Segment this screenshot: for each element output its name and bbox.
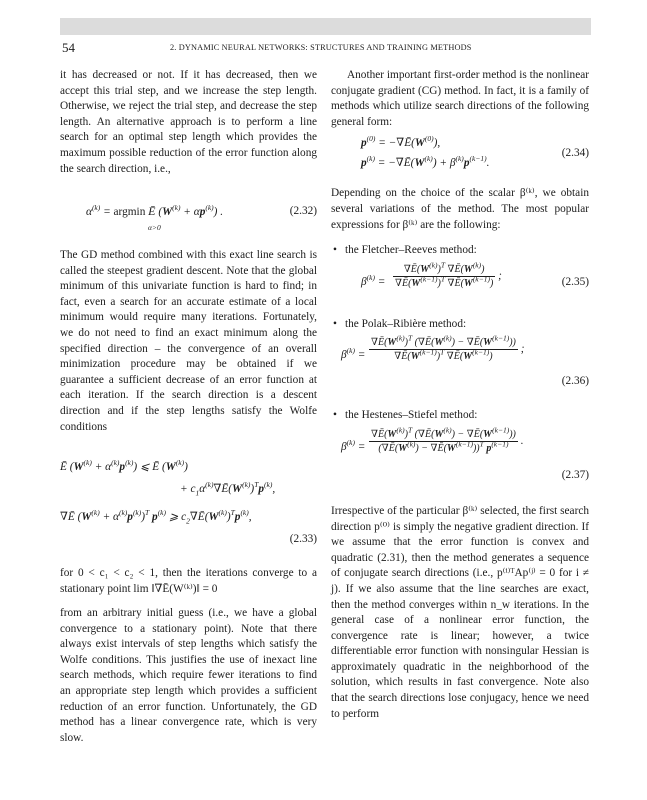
- equation-tag: (2.35): [561, 275, 589, 288]
- running-head: 2. DYNAMIC NEURAL NETWORKS: STRUCTURES AND TRAINING METHODS: [170, 43, 472, 52]
- equation-tag: (2.32): [289, 205, 317, 217]
- bullet-hestenes-stiefel: [331, 408, 589, 424]
- bullet-label: the Polak–Ribière method:: [345, 317, 467, 330]
- bullet-polak-ribiere: [331, 317, 589, 333]
- equation-2-37: $\beta^{(k)}$ = $\frac{\nabla Ē(W^{(k)})^T (\nabla Ē(W^{(k)}) - \nabla Ē(W^{(k-1)}))}{(\nabla Ē(W^{(k)}) - \nabla Ē(W^{(k-1)}))^T p^{(k-1)}}$ . (2.37): [331, 428, 589, 490]
- equation-2-32: $\alpha^{(k)} = argmin$ Ē $(W^{(k)} + \alpha p^{(k)})$ . α>0 (2.32): [86, 203, 317, 232]
- bullet-icon: •: [333, 409, 337, 422]
- equation-tag: (2.37): [561, 468, 589, 481]
- right-paragraph-3: Irrespective of the particular β⁽ᵏ⁾ selected, the first search direction p⁽⁰⁾ is simply the negative gradient direction. If we assume that the error function is convex and quadratic (2.31), then the method generates a sequence of conjugate search directions (i.e., p⁽ⁱ⁾ᵀAp⁽ʲ⁾ = 0 for i ≠ j). If we also assume that the line searches are exact, then the method converges within n_w iterations. In the general case of a nonlinear error function, the convergence rate is linear; however, a twice differentiable error function with nonsingular Hessian is approximately quadratic in the neighborhood of the solution, which results in fast convergence. Note also that the search directions lose conjugacy, hence we need to perform: [331, 504, 589, 720]
- equation-2-33: Ē $(W^{(k)} + \alpha^{(k)}p^{(k)})$ ⩽ Ē $(W^{(k)})$ + $c_1\alpha^{(k)}\nabla Ē(W^{(k)})^Tp^{(k)}$, ∇Ē $(W^{(k)} + \alpha^{(k)}p^{(k)})^T$ $p^{(k)}$ ⩾ $c_2\nabla Ē(W^{(k)})^Tp^{(k)}$, (2.33): [60, 460, 317, 554]
- right-paragraph-2: Depending on the choice of the scalar β⁽ᵏ⁾, we obtain several variations of the method. The most popular expressions for β⁽ᵏ⁾ are the following:: [331, 187, 589, 231]
- header-bar: [60, 18, 591, 35]
- left-paragraph-1: it has decreased or not. If it has decreased, then we accept this trial step, and we increase the step length. Otherwise, we reject the trial step, and decrease the step length. An alternative approach is to perform a line search for an optimal step length which provides the maximum possible reduction of the error function along the search direction, i.e.,: [60, 69, 317, 175]
- bullet-label: the Fletcher–Reeves method:: [345, 244, 477, 257]
- left-paragraph-3b: from an arbitrary initial guess (i.e., we have a global convergence to a stationary point). Note that there always exist intervals of step lengths which satisfy the Wolfe conditions. This justifies the use of inexact line search methods, which require fewer iterations to find an appropriate step length which provides a sufficient reduction of an error function. Unfortunately, the GD method has a linear convergence rate, which is very slow.: [60, 607, 317, 744]
- equation-tag: (2.33): [289, 533, 317, 545]
- bullet-icon: •: [333, 244, 337, 257]
- left-paragraph-3a: for 0 < c₁ < c₂ < 1, then the iterations converge to a stationary point lim ‖∇Ē(W⁽ᵏ⁾)‖ = 0: [60, 567, 317, 595]
- left-paragraph-2: The GD method combined with this exact line search is called the steepest gradient descent. Note that the global minimum of this univariate function is hard to find; in fact, even a search for an accurate estimate of a local minimum would require many iterations. Fortunately, we do not need to find an exact minimum along the specified direction – the convergence of an overall minimization procedure may be obtained if we guarantee a sufficient decrease of an error function at each iteration. If the search direction is a descent direction and if the step lengths satisfy the Wolfe conditions: [60, 249, 317, 433]
- bullet-fletcher-reeves: [331, 243, 589, 259]
- right-paragraph-1: Another important first-order method is the nonlinear conjugate gradient (CG) method. In fact, it is a family of methods which utilize search directions of the following general form:: [331, 69, 589, 128]
- equation-tag: (2.34): [561, 147, 589, 160]
- left-column: [60, 68, 317, 746]
- equation-2-35: $\beta^{(k)}$ = $\frac{\nabla Ē(W^{(k)})^T \nabla Ē(W^{(k)})}{\nabla Ē(W^{(k-1)})^T \nabla Ē(W^{(k-1)})}$ ; (2.35): [361, 260, 589, 289]
- equation-tag: (2.36): [561, 375, 589, 388]
- equation-2-34: $p^{(0)}$ = $-\nabla Ē(W^{(0)})$, $p^{(k)}$ = $-\nabla Ē(W^{(k)}) + \beta^{(k)}p^{(k-1)}$. (2.34): [361, 134, 589, 170]
- right-column: [331, 68, 589, 722]
- bullet-icon: •: [333, 317, 337, 330]
- bullet-label: the Hestenes–Stiefel method:: [345, 409, 478, 422]
- page-number: 54: [62, 40, 75, 55]
- equation-2-36: $\beta^{(k)}$ = $\frac{\nabla Ē(W^{(k)})^T (\nabla Ē(W^{(k)}) - \nabla Ē(W^{(k-1)}))}{\nabla Ē(W^{(k-1)})^T \nabla Ē(W^{(k-1)})}$ ; (2.36): [331, 336, 589, 398]
